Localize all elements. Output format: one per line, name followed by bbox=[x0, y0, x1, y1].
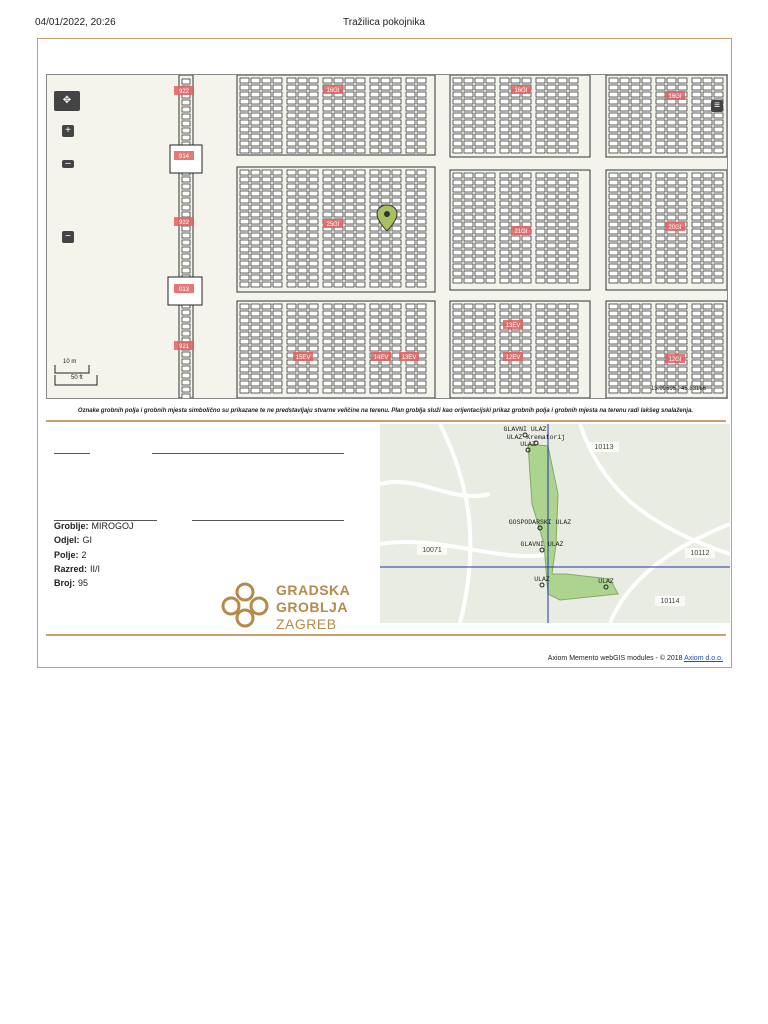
street-number: 10114 bbox=[660, 598, 680, 605]
pan-control-icon[interactable]: ✥ bbox=[54, 91, 80, 111]
print-date: 04/01/2022, 20:26 bbox=[35, 17, 116, 28]
scale-bar bbox=[55, 365, 89, 373]
razred-label: Razred: bbox=[54, 563, 88, 574]
grave-plot bbox=[182, 380, 190, 385]
grave-plot bbox=[182, 107, 190, 112]
logo-wordmark bbox=[276, 582, 350, 633]
map-coordinates: 15.99695 ; 45.83166 bbox=[651, 386, 707, 392]
grave-plot bbox=[182, 233, 190, 238]
field-label: 21GI bbox=[514, 229, 528, 235]
field-label: 12EV bbox=[505, 355, 521, 361]
field-label: 922 bbox=[178, 220, 190, 226]
cemetery-map[interactable] bbox=[46, 74, 728, 399]
grave-plot bbox=[182, 79, 190, 84]
groblje-value: MIROGOJ bbox=[91, 521, 134, 531]
grave-plot bbox=[182, 121, 190, 126]
grave-plot bbox=[182, 366, 190, 371]
entrance-label: ULAZ bbox=[598, 578, 614, 585]
axiom-link[interactable]: Axiom d.o.o. bbox=[684, 655, 723, 662]
result-card bbox=[37, 38, 732, 668]
grave-plot bbox=[182, 352, 190, 357]
scale-metric: 10 m bbox=[63, 359, 77, 365]
grave-plot bbox=[182, 394, 190, 398]
grave-plot bbox=[182, 359, 190, 364]
grave-plot bbox=[182, 184, 190, 189]
grave-plot bbox=[182, 317, 190, 322]
entrance-label: GOSPODARSKI ULAZ bbox=[508, 519, 572, 526]
street-number: 10112 bbox=[690, 550, 710, 557]
field-label: 13EV bbox=[401, 355, 417, 361]
field-label: 16GI bbox=[514, 88, 528, 94]
field-label: 922 bbox=[178, 89, 190, 95]
logo-line: ZAGREB bbox=[276, 616, 337, 632]
footer-text: Axiom Memento webGIS modules - © 2018 bbox=[547, 655, 683, 662]
page-title: Tražilica pokojnika bbox=[343, 17, 425, 28]
grave-plot bbox=[182, 247, 190, 252]
location-pin-dot bbox=[384, 211, 390, 217]
grave-plot bbox=[182, 177, 190, 182]
footer bbox=[548, 655, 723, 662]
layers-icon[interactable]: ≡ bbox=[711, 100, 723, 112]
field-label: 16GI bbox=[326, 88, 340, 94]
blank-line bbox=[54, 453, 90, 454]
field-label: 013 bbox=[178, 287, 190, 293]
grave-plot bbox=[182, 387, 190, 392]
field-label: 13EV bbox=[505, 323, 521, 329]
street-number: 10113 bbox=[594, 444, 614, 451]
grave-plot bbox=[182, 205, 190, 210]
grave-plot bbox=[182, 128, 190, 133]
razred-value: II/I bbox=[90, 563, 101, 574]
logo-line: GROBLJA bbox=[276, 599, 348, 615]
field-label: 14EV bbox=[373, 355, 389, 361]
groblje-label: Groblje: bbox=[54, 521, 89, 531]
grave-info bbox=[54, 519, 134, 590]
entrance-label: GLAVNI ULAZ bbox=[503, 426, 547, 433]
street-number: 10071 bbox=[422, 547, 442, 554]
blank-line bbox=[192, 520, 344, 521]
grave-plot bbox=[182, 268, 190, 273]
grave-plot bbox=[182, 324, 190, 329]
grave-plot bbox=[182, 212, 190, 217]
grave-plot bbox=[182, 261, 190, 266]
divider bbox=[46, 420, 726, 422]
grave-plot bbox=[182, 191, 190, 196]
grave-plot bbox=[182, 198, 190, 203]
zoom-out-button[interactable]: − bbox=[62, 231, 74, 243]
grave-plot bbox=[182, 331, 190, 336]
grave-plot bbox=[182, 135, 190, 140]
grave-plot bbox=[182, 373, 190, 378]
field-label: 914 bbox=[178, 154, 190, 160]
entrance-label: ULAZ bbox=[534, 576, 550, 583]
field-label: 921 bbox=[178, 344, 190, 350]
broj-label: Broj: bbox=[54, 578, 75, 589]
field-label: 25GI bbox=[326, 222, 340, 228]
polje-value: 2 bbox=[81, 549, 87, 560]
grave-plot bbox=[182, 100, 190, 105]
overview-map[interactable] bbox=[380, 424, 730, 623]
grave-plot bbox=[182, 114, 190, 119]
zoom-in-button[interactable]: + bbox=[62, 125, 74, 137]
gradska-groblja-logo-icon bbox=[219, 580, 271, 630]
grave-plot bbox=[182, 254, 190, 259]
blank-line bbox=[152, 453, 344, 454]
divider bbox=[46, 634, 726, 636]
grave-plot bbox=[182, 240, 190, 245]
field-label: 12GI bbox=[668, 357, 682, 363]
field-label: 20GI bbox=[668, 225, 682, 231]
logo-line: GRADSKA bbox=[276, 582, 351, 598]
odjel-value: GI bbox=[82, 535, 93, 546]
polje-label: Polje: bbox=[54, 549, 79, 560]
entrance-label: ULAZ Krematorij bbox=[506, 434, 566, 441]
entrance-label: GLAVNI ULAZ bbox=[520, 541, 564, 548]
broj-value: 95 bbox=[78, 578, 89, 589]
field-label: 16GI bbox=[668, 94, 682, 100]
map-disclaimer: Oznake grobnih polja i grobnih mjesta simbolično su prikazane te ne predstavljaju stvarne veličine na terenu. Plan groblja služi kao orijentacijski prikaz grobnih polja i grobnih mjesta na terenu radi lakšeg snalaženja. bbox=[77, 408, 694, 414]
scale-imperial: 50 ft bbox=[71, 375, 83, 381]
grave-plot bbox=[182, 226, 190, 231]
field-label: 15EV bbox=[295, 355, 311, 361]
entrance-label: ULAZ bbox=[520, 441, 536, 448]
odjel-label: Odjel: bbox=[54, 535, 80, 546]
grave-plot bbox=[182, 310, 190, 315]
zoom-slider-handle[interactable]: – bbox=[62, 160, 74, 168]
